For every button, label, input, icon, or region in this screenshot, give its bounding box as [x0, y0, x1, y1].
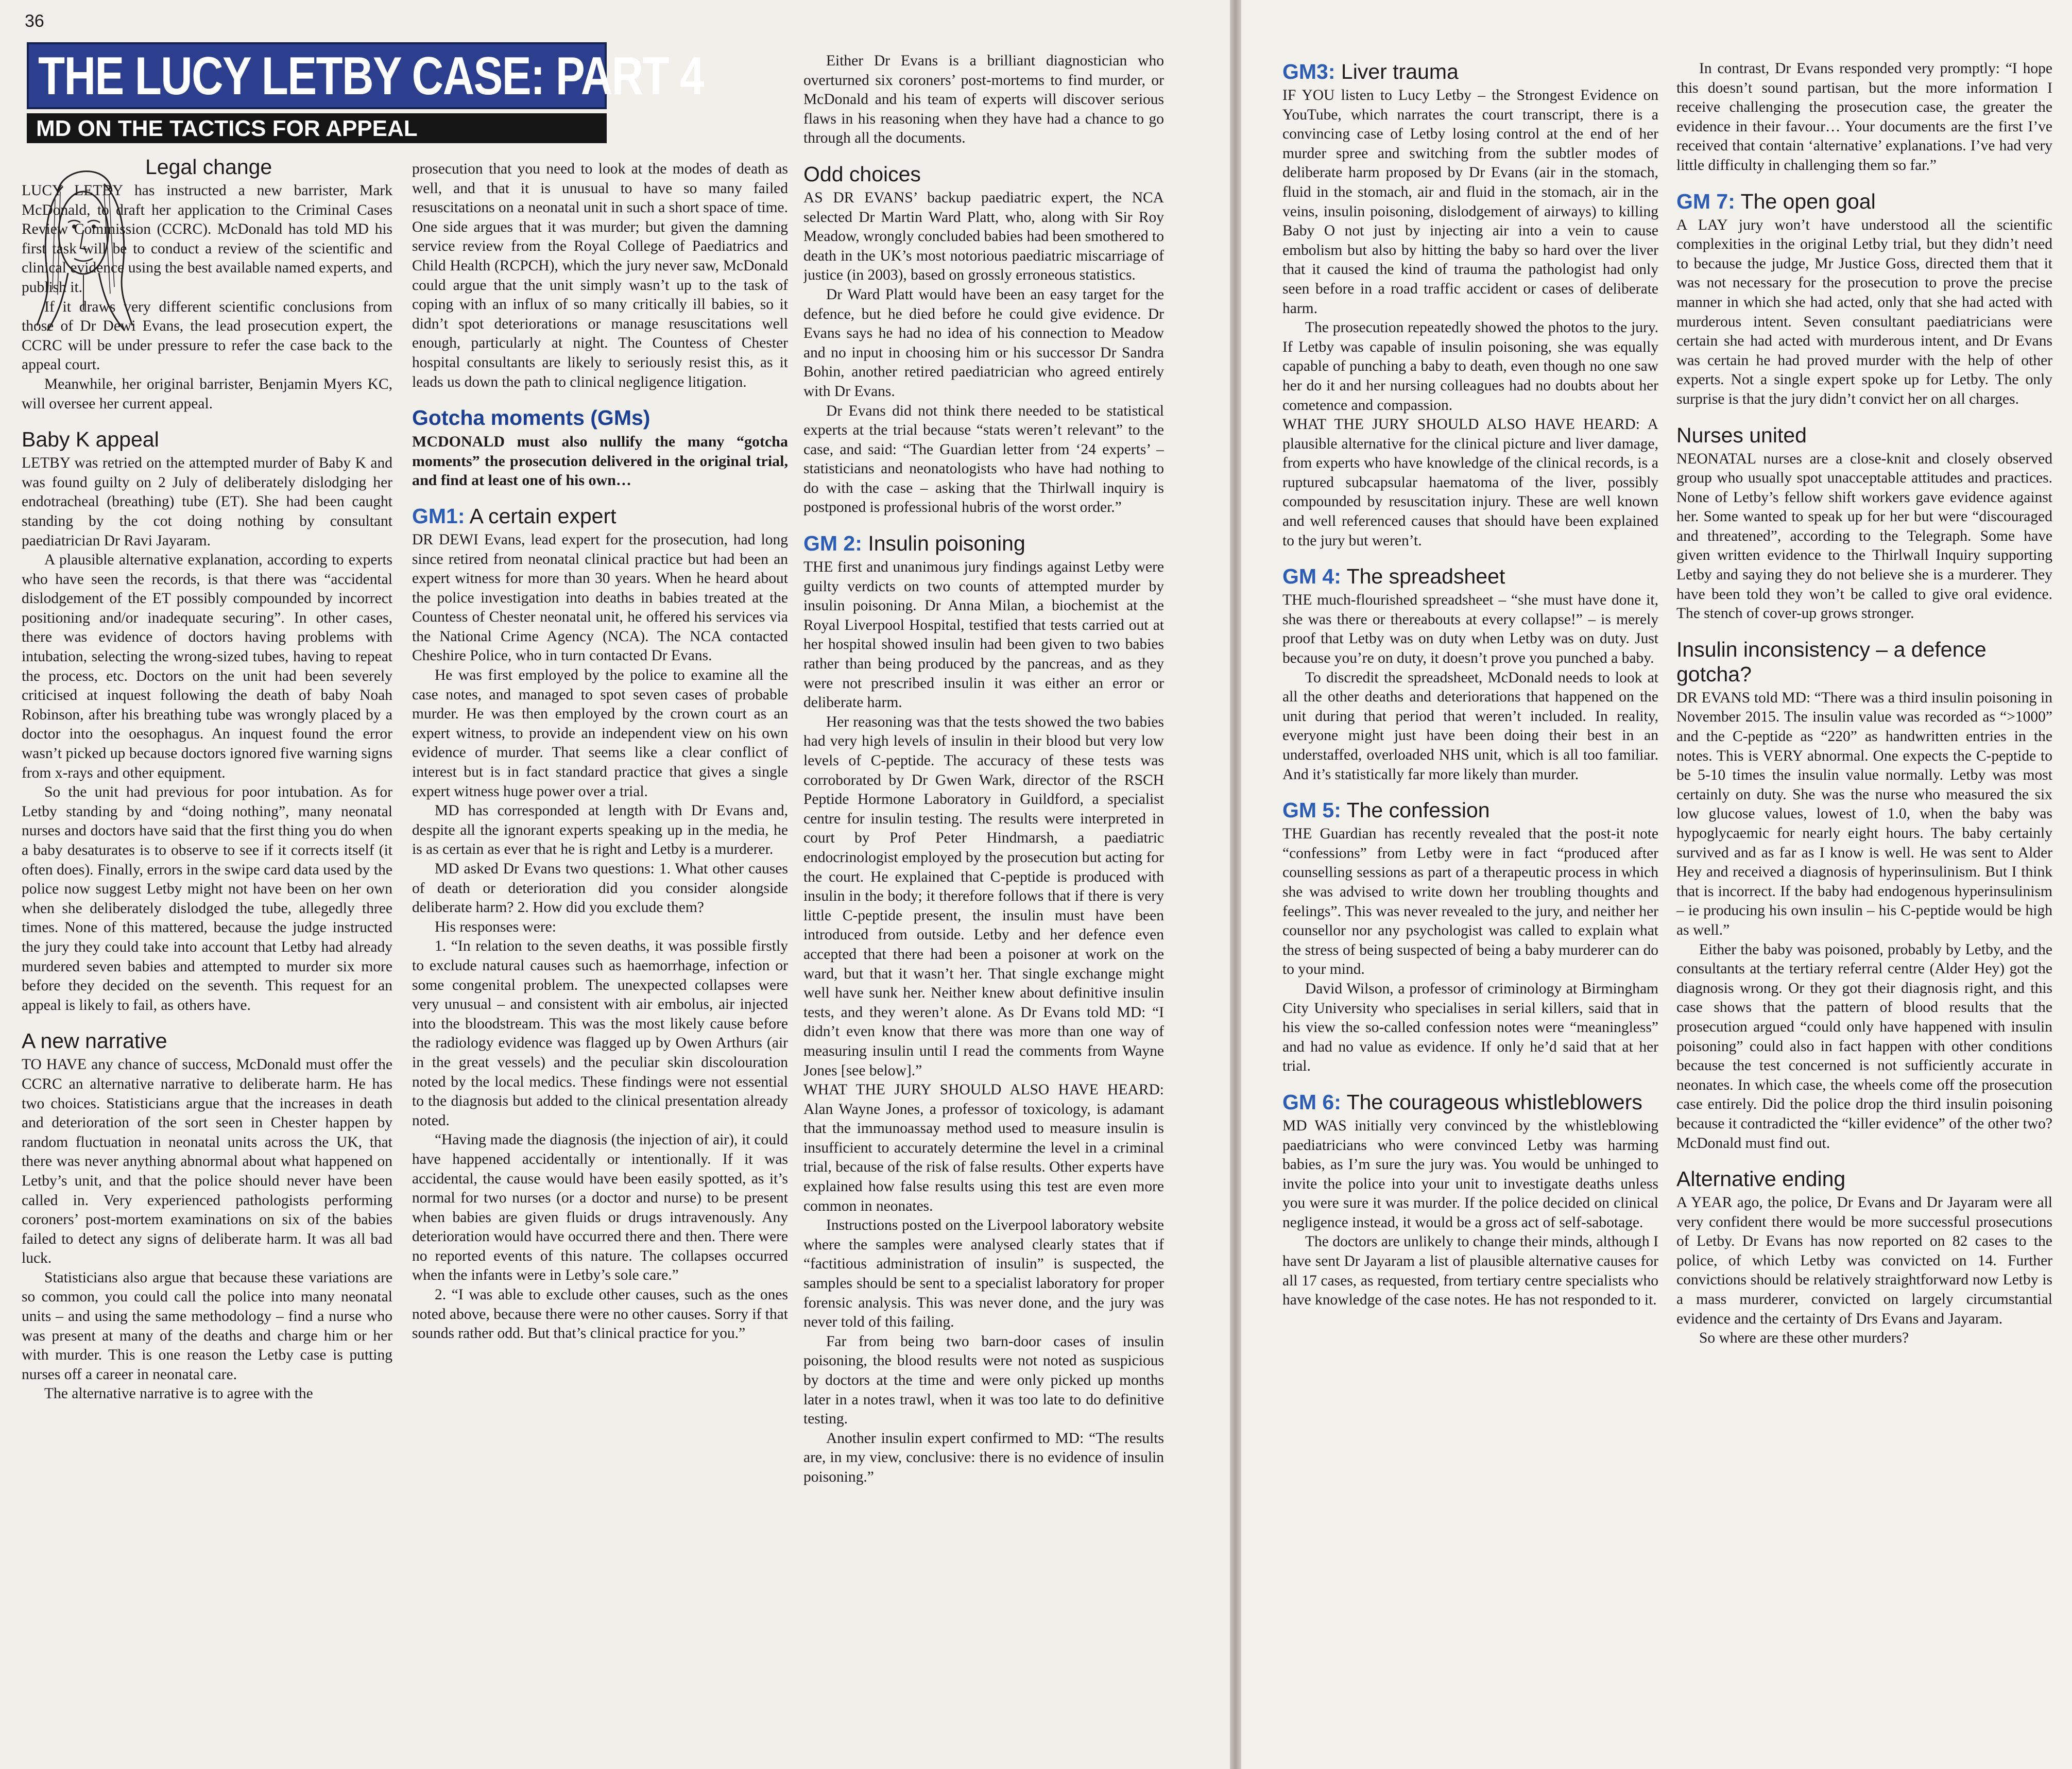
- paragraph: MD WAS initially very convinced by the whistleblowing paediatricians who were convinced Letby was harming babies, as I’m sure the jury was. You would be unhinged to invite the police into your unit to investigate deaths unless you were sure it was murder. If the police decided on clinical negligence instead, it would be a gross act of self-sabotage.: [1282, 1117, 1658, 1231]
- paragraph: A YEAR ago, the police, Dr Evans and Dr Jayaram were all very confident there would be more successful prosecutions of Letby. Dr Evans has now reported on 82 cases to the police, of which Letby was convicted on 14. Further convictions should be relatively straightforward now Letby is a mass murderer, convicted on largely circumstantial evidence and the certainty of Drs Evans and Jayaram.: [1676, 1194, 2052, 1327]
- paragraph: IF YOU listen to Lucy Letby – the Strongest Evidence on YouTube, which narrates the court transcript, there is a convincing case of Letby losing control at the end of her murder spree and switching from the subtler modes of deliberate harm proposed by Dr Evans (air in the stomach, fluid in the stomach, air and fluid in the stomach, air in the veins, insulin poisoning, dislodgement of airways) to killing Baby O not just by injecting air into a vein to cause embolism but also by hitting the baby so hard over the liver that it caused the kind of trauma the pathologist had only seen before in a road traffic accident or cases of deliberate harm.: [1282, 87, 1658, 317]
- paragraph: So where are these other murders?: [1699, 1330, 1909, 1347]
- heading-gm7: GM 7: The open goal: [1676, 189, 1876, 213]
- paragraph: AS DR EVANS’ backup paediatric expert, the NCA selected Dr Martin Ward Platt, who, along with Sir Roy Meadow, wrongly concluded babies had been smothered to death in the UK’s most notorious paediatric miscarriage of justice (in 2003), based on grossly erroneous statistics.: [803, 189, 1164, 284]
- paragraph: DR DEWI Evans, lead expert for the prosecution, had long since retired from neonatal clinical practice but had been an expert witness for more than 30 years. When he heard about the police investigation into deaths in babies treated at the Countess of Chester neonatal unit, he offered his services via the National Crime Agency (NCA). The NCA contacted Cheshire Police, who in turn contacted Dr Evans.: [412, 531, 788, 664]
- paragraph: If it draws very different scientific conclusions from those of Dr Dewi Evans, the lead prosecution expert, the CCRC will be under pressure to refer the case back to the appeal court.: [22, 298, 392, 373]
- heading-gm4: GM 4: The spreadsheet: [1282, 564, 1505, 589]
- right-page: [1241, 0, 2072, 1769]
- heading-odd-choices: Odd choices: [803, 162, 921, 186]
- article-title-banner: [27, 42, 704, 109]
- heading-legal-change: Legal change: [145, 155, 272, 179]
- paragraph: MD asked Dr Evans two questions: 1. What other causes of death or deterioration did you consider alongside deliberate harm? 2. How did you exclude them?: [412, 861, 788, 916]
- article-column-3: [803, 51, 1164, 1751]
- page-number: 36: [25, 11, 44, 31]
- article-strapline-bar: [27, 113, 607, 143]
- paragraph: DR EVANS told MD: “There was a third insulin poisoning in November 2015. The insulin value was recorded as “>1000” and the C-peptide as “220” as handwritten entries in the notes. This is VERY abnormal. One expects the C-peptide to be 5-10 times the insulin value normally. Letby was most certainly on duty. She was the nurse who measured the six low glucose values, lowest of 1.0, when the baby was hypoglycaemic for nearly eight hours. The baby certainly survived and as far as I know is well. He was sent to Alder Hey and received a diagnosis of hyperinsulinism. But I think that is incorrect. If the baby had endogenous hyperinsulinism – ie producing his own insulin – his C-peptide would be high as well.”: [1676, 689, 2052, 938]
- paragraph: Statisticians also argue that because these variations are so common, you could call the police into many neonatal units – and using the same methodology – find a nurse who was present at many of the deaths and charge him or her with murder. This is one reason the Letby case is putting nurses off a career in neonatal care.: [22, 1269, 392, 1383]
- heading-nurses-united: Nurses united: [1676, 423, 1807, 447]
- paragraph: So the unit had previous for poor intubation. As for Letby standing by and “doing nothing”, many neonatal nurses and doctors have said that the first thing you do when a baby desaturates is to observe to see if it corrects itself (it often does). Finally, errors in the swipe card data used by the police now suggest Letby might not have been on her own when she deliberately dislodged the tube, allegedly three times. None of this mattered, because the judge instructed the jury they could take into account that Letby had already murdered seven babies and attempted to murder six more before they decided on the seventh. This request for an appeal is likely to fail, as others have.: [22, 784, 392, 1014]
- article-column-2: [412, 160, 788, 1751]
- paragraph: Another insulin expert confirmed to MD: “The results are, in my view, conclusive: there is no evidence of insulin poisoning.”: [803, 1430, 1164, 1485]
- paragraph-intro-bold: MCDONALD must also nullify the many “gotcha moments” the prosecution delivered in the original trial, and find at least one of his own…: [412, 433, 788, 489]
- paragraph: 2. “I was able to exclude other causes, such as the ones noted above, because there were no other causes. Sorry if that sounds rather odd. But that’s clinical practice for you.”: [412, 1286, 788, 1342]
- paragraph: Either Dr Evans is a brilliant diagnostician who overturned six coroners’ post-mortems to find murder, or McDonald and his team of experts will discover serious flaws in his reasoning when they have had a chance to go through all the documents.: [803, 53, 1164, 147]
- page-gutter: [1230, 0, 1241, 1769]
- paragraph: THE first and unanimous jury findings against Letby were guilty verdicts on two counts of attempted murder by insulin poisoning. Dr Anna Milan, a biochemist at the Royal Liverpool Hospital, testified that tests carried out at her hospital showed insulin had been given to two babies rather than being produced by the pancreas, and as they were not prescribed insulin it was either an error or deliberate harm.: [803, 559, 1164, 711]
- paragraph: Meanwhile, her original barrister, Benjamin Myers KC, will oversee her current appeal.: [22, 375, 392, 412]
- paragraph: A LAY jury won’t have understood all the scientific complexities in the original Letby trial, but they didn’t need to because the judge, Mr Justice Goss, directed them that it was not necessary for the prosecution to prove the precise manner in which she had acted, only that she had acted with murderous intent. Seven consultant paediatricians were certain she had acted with murderous intent, and Dr Evans was certain he had proved murder with the help of other experts. Not a single expert spoke up for Letby. The only surprise is that the jury didn’t convict her on all charges.: [1676, 216, 2052, 407]
- heading-new-narrative: A new narrative: [22, 1029, 167, 1053]
- paragraph: A plausible alternative explanation, according to experts who have seen the records, is that there was “accidental dislodgement of the ET possibly compounded by incorrect positioning and/or inadequate securing”. In other cases, there was evidence of doctors having problems with intubation, selecting the wrong-sized tubes, having to repeat the process, etc. Doctors on the unit had been severely criticised at inquest following the death of baby Noah Robinson, after his breathing tube was wrongly placed by a doctor into the oesophagus. An inquest found the error wasn’t picked up because doctors ignored five warning signs from x-rays and other equipment.: [22, 552, 392, 781]
- article-column-4: [1282, 59, 1658, 1751]
- paragraph: NEONATAL nurses are a close-knit and closely observed group who usually spot unacceptable attitudes and practices. None of Letby’s fellow shift workers gave evidence against her. Some wanted to speak up for her but were “discouraged and threatened”, according to the Telegraph. Some have given written evidence to the Thirlwall Inquiry supporting Letby and saying they do not believe she is a murderer. They have been told they won’t be called to give oral evidence. The stench of cover-up grows stronger.: [1676, 450, 2052, 622]
- paragraph: Her reasoning was that the tests showed the two babies had very high levels of insulin in their blood but very low levels of C-peptide. The accuracy of these tests was corroborated by Dr Gwen Wark, director of the RSCH Peptide Hormone Laboratory in Guildford, a specialist centre for insulin testing. The results were interpreted in court by Prof Peter Hindmarsh, a paediatric endocrinologist employed by the prosecution but acting for the court. He explained that C-peptide is produced with insulin in the body; it therefore follows that if there is very little C-peptide present, the insulin must have been introduced from outside. Letby and her defence even accepted that there had been a poisoner at work on the ward, but that it wasn’t her. That single exchange might well have sunk her. Neither knew about definitive insulin tests, and they weren’t alone. As Dr Evans told MD: “I didn’t even know that there was more than one way of measuring insulin until I read the comments from Wayne Jones [see below].”: [803, 713, 1164, 1079]
- paragraph: The prosecution repeatedly showed the photos to the jury. If Letby was capable of insulin poisoning, she was equally capable of punching a baby to death, even though no one saw her do it and her nursing colleagues had no doubts about her cometence and compassion.: [1282, 319, 1658, 414]
- paragraph: WHAT THE JURY SHOULD ALSO HAVE HEARD: Alan Wayne Jones, a professor of toxicology, is adamant that the immunoassay method used to measure insulin is insufficient to accurately determine the level in a criminal trial, because of the risk of false results. Other experts have explained how false results using this test are even more common in neonates.: [803, 1081, 1164, 1214]
- paragraph: The alternative narrative is to agree with the: [44, 1385, 313, 1402]
- paragraph: Far from being two barn-door cases of insulin poisoning, the blood results were not noted as suspicious by doctors at the time and were only picked up months later in a notes trawl, when it was too late to do definitive testing.: [803, 1333, 1164, 1428]
- paragraph: Dr Ward Platt would have been an easy target for the defence, but he died before he could give evidence. Dr Evans says he had no idea of his connection to Meadow and no input in choosing him or his successor Dr Sandra Bohin, another retired paediatrician who agreed entirely with Dr Evans.: [803, 286, 1164, 400]
- paragraph: WHAT THE JURY SHOULD ALSO HAVE HEARD: A plausible alternative for the clinical picture and liver damage, from experts who have knowledge of the clinical records, is a ruptured subcapsular haematoma of the liver, possibly compounded by resuscitation injury. These are well known and well referenced causes that should have been explained to the jury but weren’t.: [1282, 416, 1658, 549]
- paragraph: TO HAVE any chance of success, McDonald must offer the CCRC an alternative narrative to deliberate harm. He has two choices. Statisticians argue that the increases in death and deterioration of the sort seen in Chester happen by random fluctuation in neonatal units across the UK, that there was never anything abnormal about what happened on Letby’s unit, and that the police should never have been called in. Very experienced pathologists performing coroners’ post-mortem examinations on six of the babies failed to detect any signs of deliberate harm. It was all bad luck.: [22, 1056, 392, 1267]
- heading-gm5: GM 5: The confession: [1282, 798, 1490, 822]
- heading-alternative-ending: Alternative ending: [1676, 1167, 1846, 1191]
- paragraph: prosecution that you need to look at the modes of death as well, and that it is unusual to have so many failed resuscitations on a neonatal unit in such a short space of time. One side argues that it was murder; but given the damning service review from the Royal College of Paediatrics and Child Health (RCPCH), which the jury never saw, McDonald could argue that the unit simply wasn’t up to the task of coping with an influx of so many critically ill babies, so it didn’t spot deteriorations or manage resuscitations well enough, particularly at night. The Countess of Chester hospital consultants are likely to seriously resist this, as it leads us down the path to clinical negligence litigation.: [412, 161, 788, 390]
- heading-gm1: GM1: A certain expert: [412, 504, 617, 528]
- article-strapline: MD ON THE TACTICS FOR APPEAL: [36, 116, 418, 141]
- paragraph: THE Guardian has recently revealed that the post-it note “confessions” from Letby were in fact “produced after counselling sessions as part of a therapeutic process in which she was advised to write down her troubling thoughts and feelings”. This was never revealed to the jury, and neither her counsellor nor any psychologist was called to explain what the stress of being suspected of being a baby murderer can do to your mind.: [1282, 826, 1658, 978]
- paragraph: LETBY was retried on the attempted murder of Baby K and was found guilty on 2 July of deliberately dislodging her endotracheal (breathing) tube (ET). She had been caught standing by the cot doing nothing by consultant paediatrician Dr Ravi Jayaram.: [22, 455, 392, 549]
- heading-gm6: GM 6: The courageous whistleblowers: [1282, 1090, 1642, 1114]
- paragraph: “Having made the diagnosis (the injection of air), it could have happened accidentally or intentionally. If it was accidental, the cause would have been easily spotted, as it’s normal for two nurses (or a doctor and nurse) to be present when babies are given fluids or drugs intravenously. Any deterioration would have occurred there and then. There were no reported events of this nature. The collapses occurred when the infants were in Letby’s sole care.”: [412, 1131, 788, 1284]
- paragraph: Instructions posted on the Liverpool laboratory website where the samples were analysed clearly states that if “factitious administration of insulin” is suspected, the samples should be sent to a specialist laboratory for proper forensic analysis. This was never done, and the jury was never told of this failing.: [803, 1217, 1164, 1331]
- article-column-5: [1676, 59, 2052, 1751]
- heading-gm3: GM3: Liver trauma: [1282, 60, 1459, 83]
- paragraph: Either the baby was poisoned, probably by Letby, and the consultants at the tertiary referral centre (Alder Hey) got the diagnosis wrong. Or they got their diagnosis right, and this case shows that the pattern of blood results that the prosecution argued “could only have happened with insulin poisoning” could also in fact happen with other conditions because the test concerned is not sufficiently accurate in neonates. In which case, the wheels come off the prosecution case entirely. Did the police drop the third insulin poisoning because it contradicted the “killer evidence” of the other two? McDonald must find out.: [1676, 941, 2052, 1152]
- paragraph: MD has corresponded at length with Dr Evans and, despite all the ignorant experts speaking up in the media, he is as certain as ever that he is right and Letby is a murderer.: [412, 802, 788, 858]
- heading-baby-k-appeal: Baby K appeal: [22, 427, 159, 452]
- paragraph: THE much-flourished spreadsheet – “she must have done it, she was there or thereabouts at every collapse!” – is merely proof that Letby was on duty when Letby was on duty. Just because you’re on duty, it doesn’t prove you punched a baby.: [1282, 592, 1658, 667]
- heading-gotcha-moments: Gotcha moments (GMs): [412, 406, 650, 430]
- paragraph: Dr Evans did not think there needed to be statistical experts at the trial because “stats weren’t relevant” to the case, and said: “The Guardian letter from ‘24 experts’ – statisticians and neonatologists who have had nothing to do with the case – asking that the Thirlwall inquiry is postponed is professional hubris of the worst order.”: [803, 402, 1164, 516]
- paragraph: 1. “In relation to the seven deaths, it was possible firstly to exclude natural causes such as haemorrhage, infection or some congenital problem. The unexpected collapses were very unusual – and consistent with air embolus, air injected into the bloodstream. This was the most likely cause before the radiology evidence was flagged up by Owen Arthurs (air in the great vessels) and the peculiar skin discolouration noted by the local medics. These findings were not essential to the diagnosis but added to the clinical presentation already noted.: [412, 938, 788, 1129]
- article-title: THE LUCY LETBY CASE: PART 4: [38, 46, 704, 106]
- paragraph: To discredit the spreadsheet, McDonald needs to look at all the other deaths and deteriorations that happened on the unit during that period that weren’t included. In reality, everyone might just have been doing their best in an understaffed, overloaded NHS unit, which is all too familiar. And it’s statistically far more likely than murder.: [1282, 669, 1658, 783]
- heading-gm2: GM 2: Insulin poisoning: [803, 531, 1025, 556]
- paragraph: The doctors are unlikely to change their minds, although I have sent Dr Jayaram a list of plausible alternative causes for all 17 cases, as requested, from tertiary centre specialists who have knowledge of the case notes. He has not responded to it.: [1282, 1233, 1658, 1309]
- paragraph: In contrast, Dr Evans responded very promptly: “I hope this doesn’t sound partisan, but the more information I receive challenging the prosecution case, the greater the evidence in their favour… Your documents are the first I’ve received that contain ‘alternative’ explanations. I’ve had very little difficulty in challenging them so far.”: [1676, 60, 2052, 174]
- heading-insulin-inconsistency: Insulin inconsistency – a defence gotcha?: [1676, 637, 1987, 686]
- article-column-1: [22, 154, 392, 1751]
- legal-change-section: [145, 154, 392, 179]
- paragraph: David Wilson, a professor of criminology at Birmingham City University who specialises in serial killers, said that in his view the so-called confession notes were “meaningless” and had no value as evidence. If only he’d said that at her trial.: [1282, 980, 1658, 1075]
- paragraph: LUCY LETBY has instructed a new barrister, Mark McDonald, to draft her application to the Criminal Cases Review Commission (CCRC). McDonald has told MD his first task will be to conduct a review of the scientific and clinical evidence using the best available named experts, and publish it.: [22, 182, 392, 296]
- paragraph: His responses were:: [435, 918, 556, 935]
- paragraph: He was first employed by the police to examine all the case notes, and managed to spot seven cases of probable murder. He was then employed by the crown court as an expert witness, to provide an independent view on his own evidence of murder. That seems like a clear conflict of interest but is in fact standard practice that gives a single expert witness huge power over a trial.: [412, 667, 788, 800]
